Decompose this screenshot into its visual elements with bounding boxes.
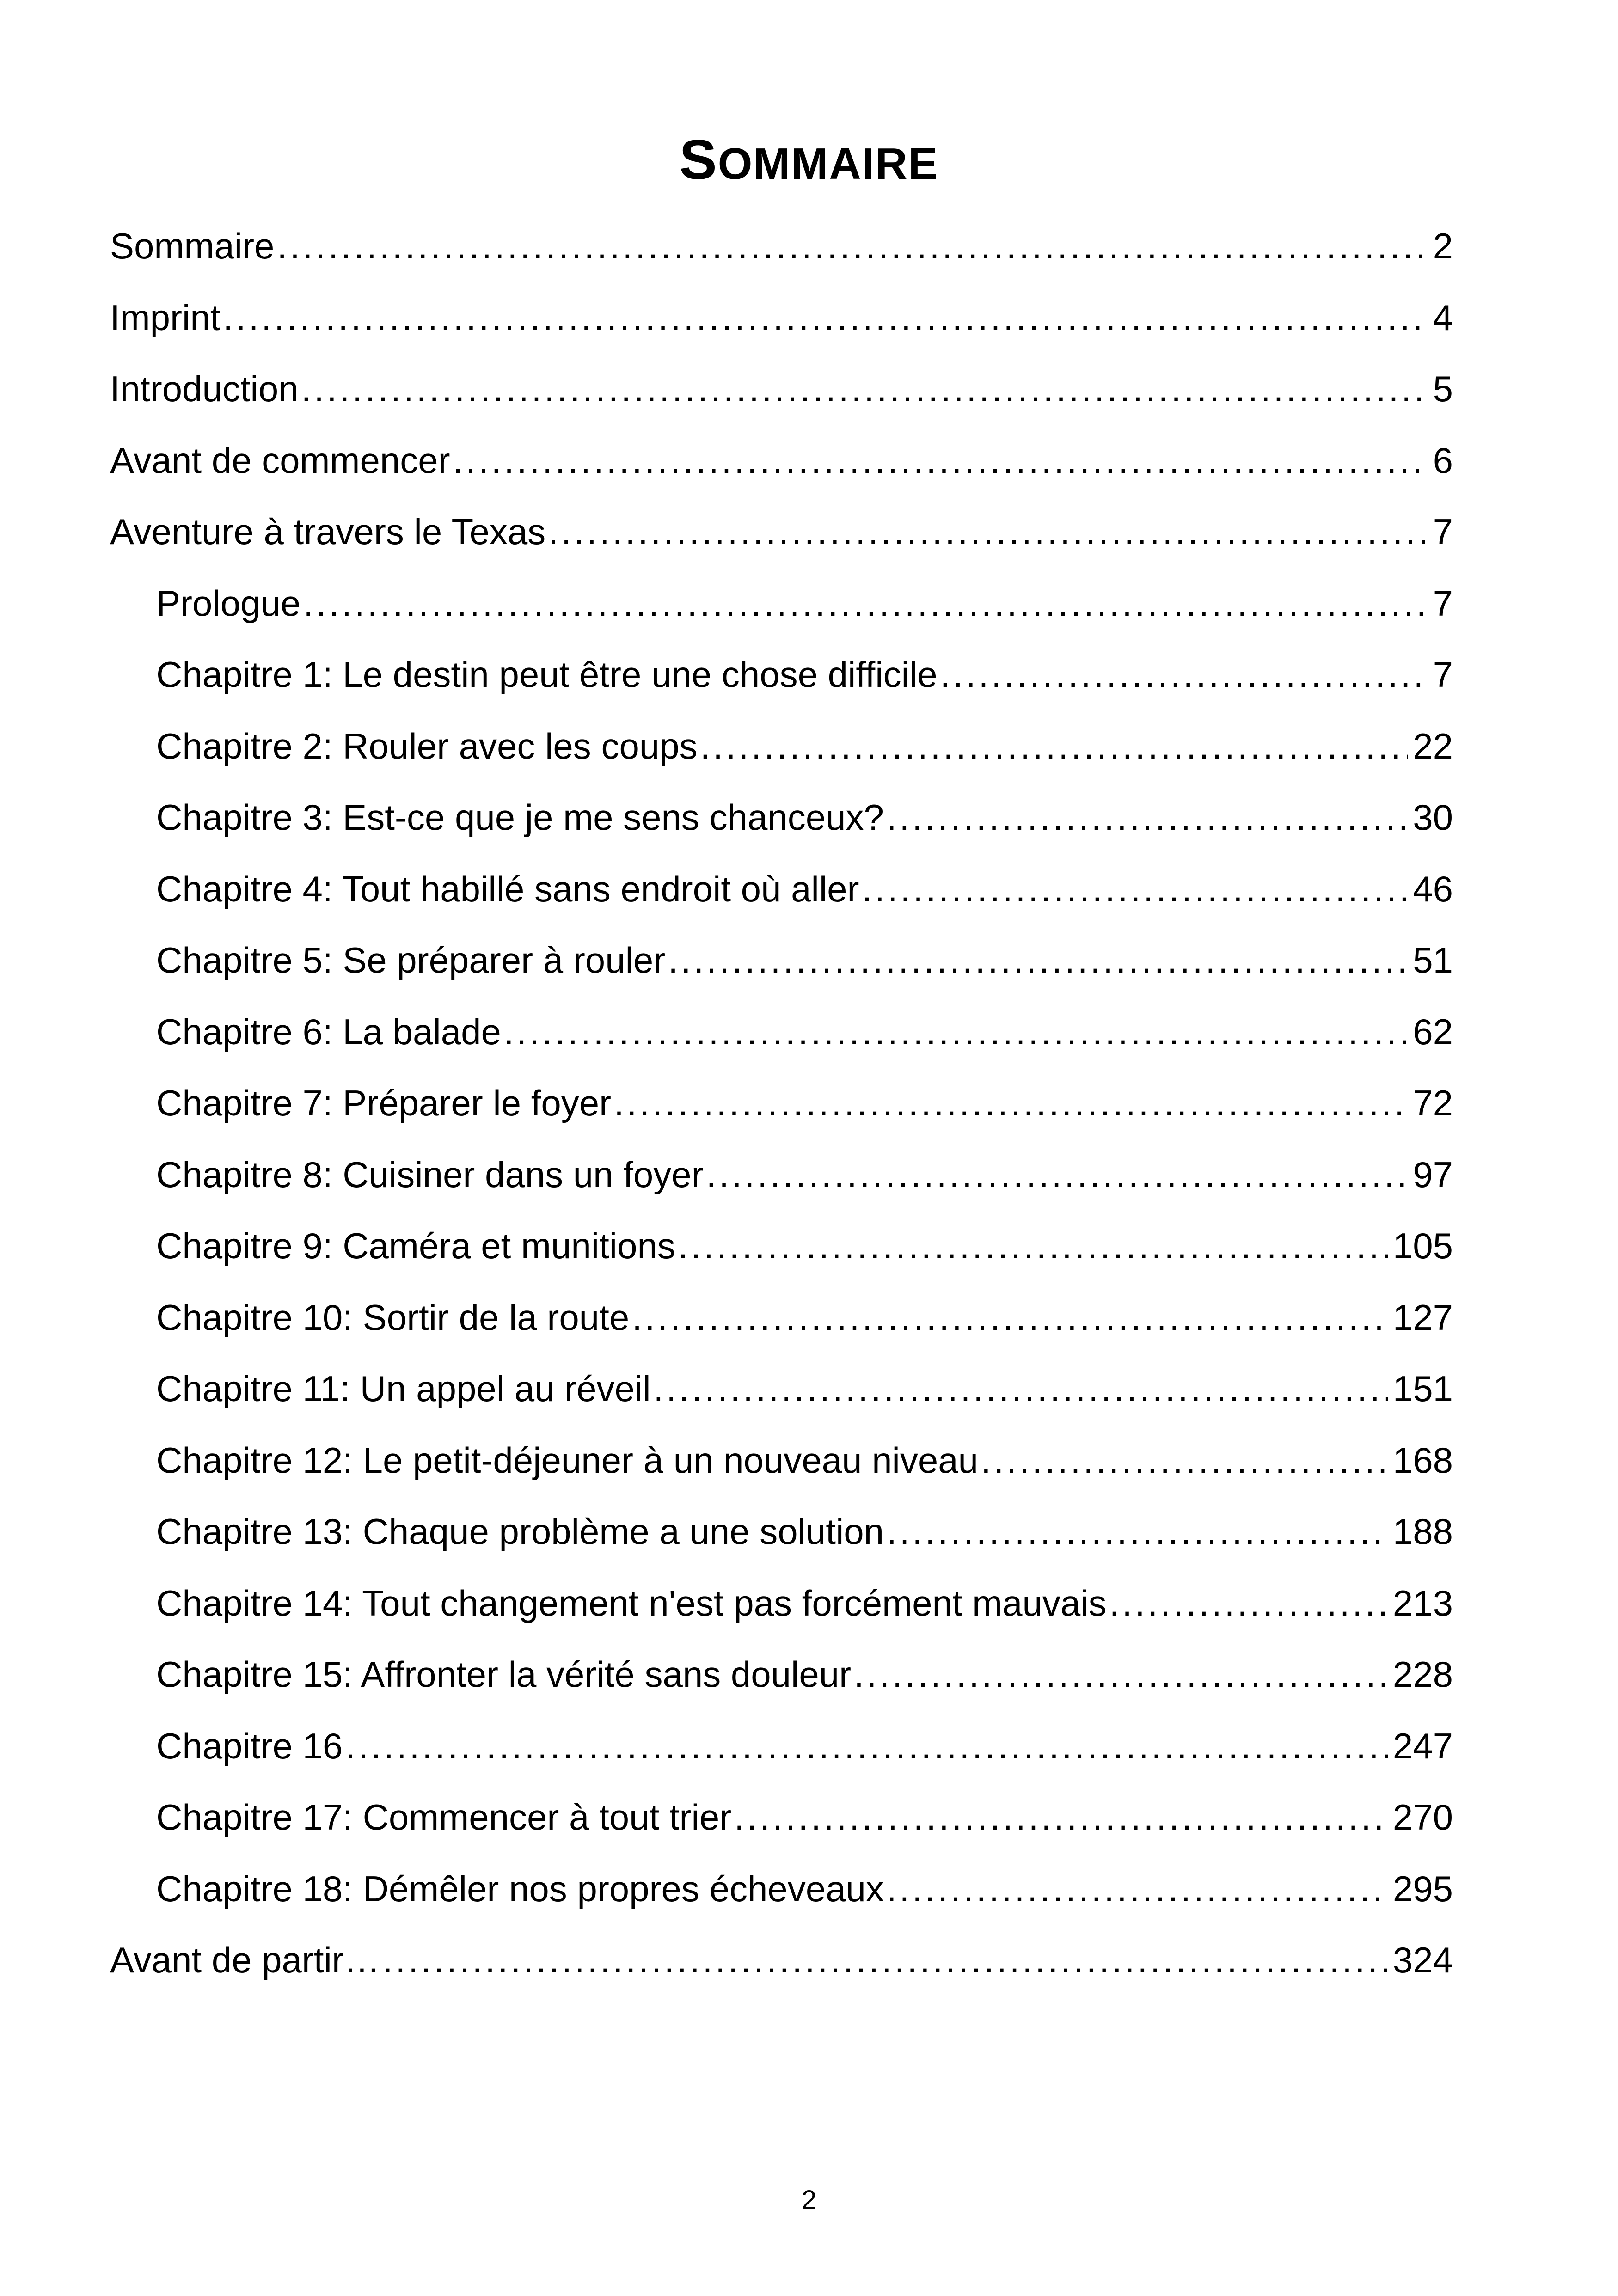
toc-entry-page-number: 151 bbox=[1388, 1365, 1453, 1412]
toc-entry[interactable] bbox=[110, 1639, 1453, 1710]
toc-entry-label: Chapitre 14: Tout changement n'est pas forcément mauvais bbox=[156, 1580, 1109, 1626]
toc-entry-page-number: 22 bbox=[1408, 723, 1453, 769]
toc-dot-leader bbox=[504, 1009, 1408, 1055]
toc-entry-label: Chapitre 10: Sortir de la route bbox=[156, 1294, 632, 1341]
toc-entry-page-number: 4 bbox=[1428, 294, 1453, 341]
toc-dot-leader bbox=[940, 651, 1428, 698]
toc-entry-label: Chapitre 7: Préparer le foyer bbox=[156, 1080, 614, 1126]
toc-entry-label: Chapitre 8: Cuisiner dans un foyer bbox=[156, 1151, 706, 1198]
toc-entry[interactable] bbox=[110, 925, 1453, 996]
toc-entry[interactable] bbox=[110, 1710, 1453, 1782]
page-title bbox=[0, 122, 1618, 201]
toc-entry-label: Chapitre 12: Le petit-déjeuner à un nouveau niveau bbox=[156, 1437, 981, 1483]
toc-entry-label: Chapitre 4: Tout habillé sans endroit où aller bbox=[156, 866, 862, 912]
toc-entry-page-number: 324 bbox=[1388, 1937, 1453, 1983]
toc-entry[interactable] bbox=[110, 1353, 1453, 1425]
toc-dot-leader bbox=[887, 794, 1408, 840]
toc-entry-page-number: 270 bbox=[1388, 1794, 1453, 1840]
toc-dot-leader bbox=[301, 366, 1428, 412]
toc-entry[interactable] bbox=[110, 496, 1453, 568]
toc-dot-leader bbox=[303, 580, 1428, 626]
toc-dot-leader bbox=[668, 937, 1408, 983]
toc-entry-label: Sommaire bbox=[110, 223, 277, 269]
toc-dot-leader bbox=[854, 1651, 1388, 1697]
toc-entry-page-number: 51 bbox=[1408, 937, 1453, 983]
toc-entry[interactable] bbox=[110, 425, 1453, 496]
toc-entry-label: Chapitre 15: Affronter la vérité sans douleur bbox=[156, 1651, 854, 1697]
toc-entry-label: Chapitre 3: Est-ce que je me sens chanceux? bbox=[156, 794, 887, 840]
toc-entry[interactable] bbox=[110, 996, 1453, 1068]
toc-entry-label: Chapitre 13: Chaque problème a une solution bbox=[156, 1508, 887, 1555]
toc-entry[interactable] bbox=[110, 353, 1453, 425]
toc-entry[interactable] bbox=[110, 639, 1453, 710]
toc-entry-label: Chapitre 9: Caméra et munitions bbox=[156, 1223, 678, 1269]
toc-entry-page-number: 228 bbox=[1388, 1651, 1453, 1697]
toc-entry-label: Chapitre 5: Se préparer à rouler bbox=[156, 937, 668, 983]
toc-entry[interactable] bbox=[110, 1567, 1453, 1639]
toc-entry-label: Avant de partir… bbox=[110, 1937, 383, 1983]
toc-dot-leader bbox=[862, 866, 1409, 912]
toc-entry[interactable] bbox=[110, 1210, 1453, 1282]
page-title-rest: OMMAIRE bbox=[717, 139, 939, 189]
toc-dot-leader bbox=[1109, 1580, 1388, 1626]
page-title-initial: S bbox=[679, 128, 718, 191]
toc-entry-page-number: 6 bbox=[1428, 437, 1453, 484]
toc-dot-leader bbox=[734, 1794, 1388, 1840]
toc-dot-leader bbox=[383, 1937, 1388, 1983]
toc-dot-leader bbox=[654, 1365, 1388, 1412]
toc-entry-label: Prologue bbox=[156, 580, 303, 626]
toc-entry-label: Chapitre 1: Le destin peut être une chose difficile bbox=[156, 651, 940, 698]
toc-entry-page-number: 168 bbox=[1388, 1437, 1453, 1483]
toc-entry-page-number: 97 bbox=[1408, 1151, 1453, 1198]
toc-entry-label: Avant de commencer bbox=[110, 437, 453, 484]
toc-entry[interactable] bbox=[110, 210, 1453, 282]
toc-dot-leader bbox=[887, 1866, 1388, 1912]
toc-entry[interactable] bbox=[110, 1853, 1453, 1925]
toc-entry-page-number: 7 bbox=[1428, 508, 1453, 555]
toc-entry[interactable] bbox=[110, 1782, 1453, 1853]
toc-entry[interactable] bbox=[110, 782, 1453, 853]
toc-entry[interactable] bbox=[110, 282, 1453, 354]
toc-entry-label: Chapitre 11: Un appel au réveil bbox=[156, 1365, 654, 1412]
toc-entry-label: Chapitre 6: La balade bbox=[156, 1009, 504, 1055]
toc-entry[interactable] bbox=[110, 710, 1453, 782]
toc-entry-page-number: 247 bbox=[1388, 1723, 1453, 1769]
toc-entry-label: Chapitre 18: Démêler nos propres écheveaux bbox=[156, 1866, 887, 1912]
toc-entry-label: Aventure à travers le Texas bbox=[110, 508, 548, 555]
toc-entry[interactable] bbox=[110, 568, 1453, 639]
toc-entry-page-number: 46 bbox=[1408, 866, 1453, 912]
toc-dot-leader bbox=[345, 1723, 1388, 1769]
toc-dot-leader bbox=[887, 1508, 1388, 1555]
toc-entry-page-number: 62 bbox=[1408, 1009, 1453, 1055]
toc-entry-page-number: 5 bbox=[1428, 366, 1453, 412]
toc-entry[interactable] bbox=[110, 1496, 1453, 1567]
toc-dot-leader bbox=[453, 437, 1428, 484]
toc-dot-leader bbox=[277, 223, 1428, 269]
toc-dot-leader bbox=[700, 723, 1409, 769]
toc-entry-label: Chapitre 17: Commencer à tout trier bbox=[156, 1794, 734, 1840]
toc-entry-label: Chapitre 16 bbox=[156, 1723, 345, 1769]
toc-dot-leader bbox=[223, 294, 1428, 341]
toc-entry-page-number: 7 bbox=[1428, 651, 1453, 698]
table-of-contents bbox=[110, 210, 1453, 1996]
toc-entry-page-number: 295 bbox=[1388, 1866, 1453, 1912]
toc-entry-page-number: 105 bbox=[1388, 1223, 1453, 1269]
page-number: 2 bbox=[801, 2185, 817, 2215]
toc-entry-page-number: 213 bbox=[1388, 1580, 1453, 1626]
toc-entry-page-number: 127 bbox=[1388, 1294, 1453, 1341]
toc-dot-leader bbox=[981, 1437, 1388, 1483]
toc-entry[interactable] bbox=[110, 1924, 1453, 1996]
toc-entry[interactable] bbox=[110, 1139, 1453, 1211]
toc-entry[interactable] bbox=[110, 1067, 1453, 1139]
toc-entry-label: Chapitre 2: Rouler avec les coups bbox=[156, 723, 700, 769]
toc-entry-label: Introduction bbox=[110, 366, 301, 412]
toc-entry[interactable] bbox=[110, 1282, 1453, 1353]
toc-entry-label: Imprint bbox=[110, 294, 223, 341]
toc-entry-page-number: 7 bbox=[1428, 580, 1453, 626]
toc-dot-leader bbox=[548, 508, 1428, 555]
toc-entry[interactable] bbox=[110, 853, 1453, 925]
toc-dot-leader bbox=[706, 1151, 1409, 1198]
toc-entry-page-number: 188 bbox=[1388, 1508, 1453, 1555]
toc-entry-page-number: 2 bbox=[1428, 223, 1453, 269]
toc-dot-leader bbox=[632, 1294, 1388, 1341]
toc-dot-leader bbox=[678, 1223, 1388, 1269]
toc-entry-page-number: 72 bbox=[1408, 1080, 1453, 1126]
toc-dot-leader bbox=[614, 1080, 1408, 1126]
toc-entry-page-number: 30 bbox=[1408, 794, 1453, 840]
toc-entry[interactable] bbox=[110, 1425, 1453, 1496]
